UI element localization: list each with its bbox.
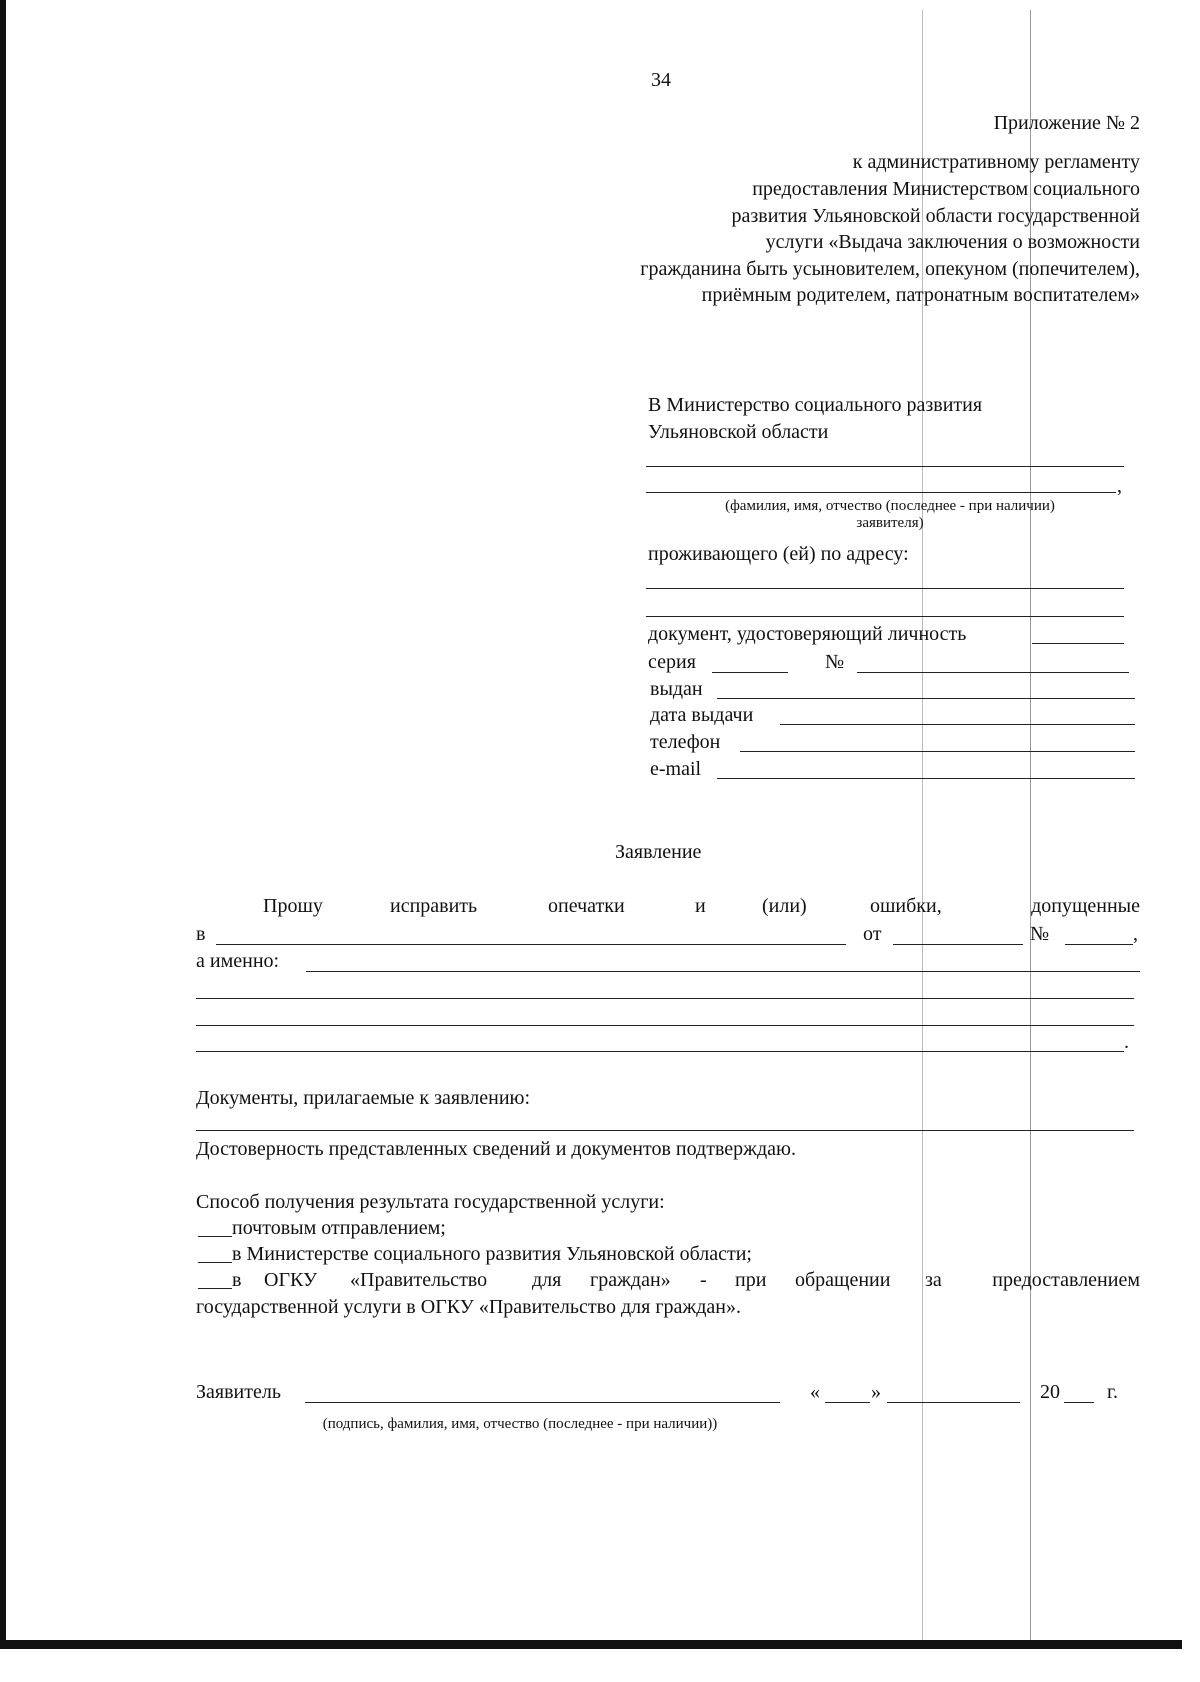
appendix-line: предоставления Министерством социального	[752, 178, 1140, 200]
statement-word: допущенные	[1031, 895, 1140, 917]
receipt-option-word: -	[700, 1269, 707, 1291]
number-sign: №	[1030, 923, 1050, 945]
receipt-option-checkbox-mail[interactable]	[198, 1236, 232, 1237]
appendix-line: к административному регламенту	[852, 151, 1140, 173]
year-field[interactable]	[1064, 1402, 1094, 1403]
addressee-region: Ульяновской области	[648, 421, 829, 443]
page-bottom-border	[0, 1640, 1182, 1649]
receipt-option-ministry: в Министерстве социального развития Ульяновской области;	[232, 1243, 752, 1265]
receipt-option-word: предоставлением	[992, 1269, 1140, 1291]
receipt-option-word: для	[532, 1269, 562, 1291]
statement-word: Прошу	[263, 895, 323, 917]
receipt-title: Способ получения результата государственной услуги:	[196, 1191, 665, 1213]
addressee-ministry: В Министерство социального развития	[648, 394, 983, 416]
email-field[interactable]	[717, 778, 1135, 779]
comma: ,	[1117, 475, 1122, 497]
year-suffix: г.	[1107, 1381, 1118, 1403]
series-field[interactable]	[712, 672, 788, 673]
statement-word: опечатки	[548, 895, 625, 917]
document-number-field[interactable]	[1065, 944, 1133, 945]
receipt-option-word: граждан»	[590, 1269, 671, 1291]
scan-fold-line	[1030, 10, 1031, 1640]
number-field[interactable]	[857, 672, 1129, 673]
documents-label: Документы, прилагаемые к заявлению:	[196, 1087, 531, 1109]
signature-field[interactable]	[305, 1402, 780, 1403]
receipt-option-ogku-cont: государственной услуги в ОГКУ «Правительство для граждан».	[196, 1296, 741, 1318]
page-left-border	[0, 0, 6, 1645]
period: .	[1124, 1031, 1129, 1053]
quote-close: »	[871, 1381, 881, 1403]
series-label: серия	[648, 651, 696, 673]
receipt-option-word: обращении	[795, 1269, 891, 1291]
applicant-label: Заявитель	[196, 1381, 281, 1403]
issue-date-field[interactable]	[780, 724, 1135, 725]
statement-title: Заявление	[615, 841, 702, 863]
receipt-option-word: в	[232, 1269, 242, 1291]
year-prefix: 20	[1040, 1381, 1060, 1403]
appendix-line: гражданина быть усыновителем, опекуном (попечителем),	[640, 258, 1140, 280]
receipt-option-checkbox-ogku[interactable]	[198, 1288, 232, 1289]
from-label: от	[863, 923, 882, 945]
errors-description-field[interactable]	[196, 1051, 1124, 1052]
address-field[interactable]	[646, 616, 1124, 617]
errors-description-field[interactable]	[306, 971, 1140, 972]
id-document-field[interactable]	[1032, 643, 1124, 644]
statement-word: (или)	[762, 895, 807, 917]
errors-description-field[interactable]	[196, 998, 1134, 999]
appendix-line: услуги «Выдача заключения о возможности	[765, 231, 1140, 253]
appendix-title: Приложение № 2	[993, 112, 1140, 134]
issued-field[interactable]	[717, 698, 1135, 699]
statement-word: ошибки,	[870, 895, 942, 917]
document-name-field[interactable]	[216, 944, 846, 945]
documents-field[interactable]	[196, 1130, 1134, 1131]
statement-word: и	[695, 895, 706, 917]
month-field[interactable]	[887, 1402, 1020, 1403]
name-caption: (фамилия, имя, отчество (последнее - при наличии)	[725, 498, 1055, 514]
number-sign: №	[825, 651, 845, 673]
receipt-option-checkbox-ministry[interactable]	[198, 1262, 232, 1263]
statement-word: исправить	[390, 895, 478, 917]
address-field[interactable]	[646, 588, 1124, 589]
phone-field[interactable]	[740, 751, 1135, 752]
page-number: 34	[651, 69, 671, 91]
quote-open: «	[810, 1381, 820, 1403]
comma: ,	[1133, 923, 1138, 945]
appendix-line: приёмным родителем, патронатным воспитателем»	[701, 284, 1140, 306]
day-field[interactable]	[825, 1402, 870, 1403]
issued-label: выдан	[650, 678, 703, 700]
receipt-option-word: «Правительство	[350, 1269, 488, 1291]
scan-fold-line	[922, 10, 923, 1640]
issue-date-label: дата выдачи	[650, 704, 754, 726]
receipt-option-word: при	[735, 1269, 767, 1291]
residing-label: проживающего (ей) по адресу:	[648, 543, 909, 565]
appendix-line: развития Ульяновской области государственной	[731, 205, 1140, 227]
document-date-field[interactable]	[893, 944, 1023, 945]
applicant-name-field[interactable]	[646, 492, 1116, 493]
email-label: e-mail	[650, 758, 702, 780]
signature-caption: (подпись, фамилия, имя, отчество (последнее - при наличии))	[322, 1416, 718, 1432]
applicant-name-field[interactable]	[646, 466, 1124, 467]
id-document-label: документ, удостоверяющий личность	[648, 623, 967, 645]
in-label: в	[196, 923, 206, 945]
receipt-option-mail: почтовым отправлением;	[232, 1217, 446, 1239]
namely-label: а именно:	[196, 950, 280, 972]
errors-description-field[interactable]	[196, 1025, 1134, 1026]
receipt-option-word: ОГКУ	[264, 1269, 318, 1291]
phone-label: телефон	[650, 731, 721, 753]
name-caption: заявителя)	[856, 515, 924, 531]
confirmation-text: Достоверность представленных сведений и документов подтверждаю.	[196, 1138, 796, 1160]
receipt-option-word: за	[925, 1269, 942, 1291]
